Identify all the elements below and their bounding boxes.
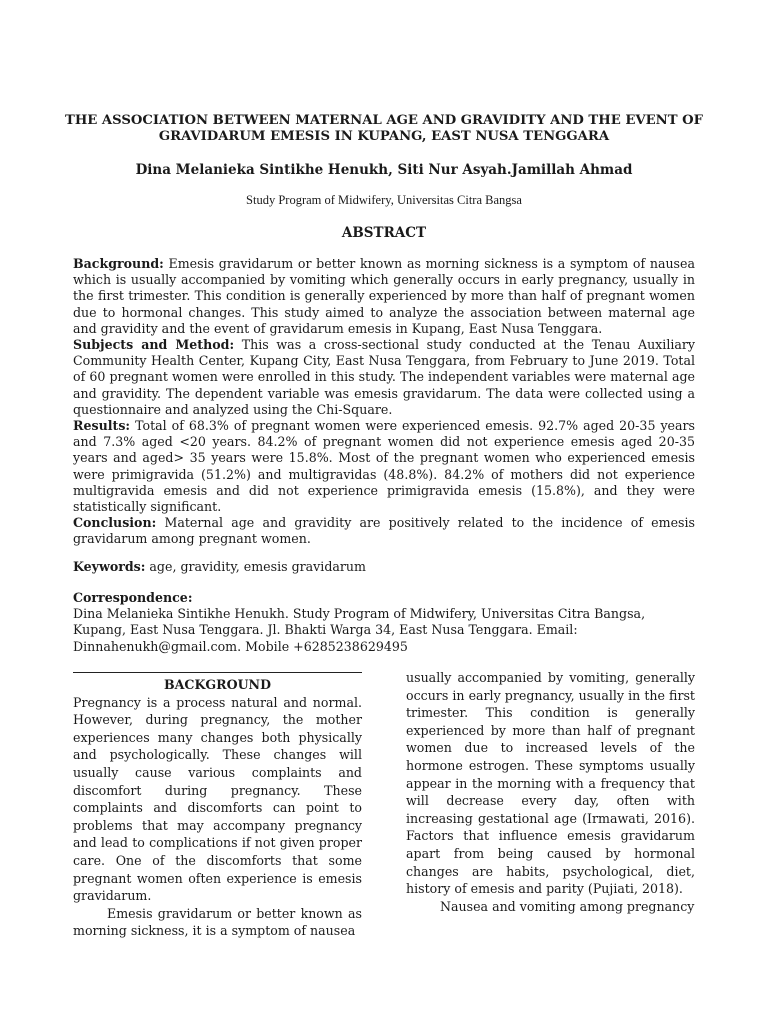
keywords bbox=[73, 559, 695, 575]
body-paragraph: usually accompanied by vomiting, generally occurs in early pregnancy, usually in the first trimester. This condition is generally experienced by more than half of pregnant women due to increased levels of the hormone estrogen. These symptoms usually appear in the morning with a frequency that will decrease every day, often with increasing gestational age (Irmawati, 2016). Factors that influence emesis gravidarum apart from being caused by hormonal changes are habits, psychological, diet, history of emesis and parity (Pujiati, 2018). bbox=[406, 670, 695, 897]
conclusion-label: Conclusion: bbox=[73, 515, 157, 531]
abstract-heading: ABSTRACT bbox=[341, 225, 427, 241]
body-paragraph: Pregnancy is a process natural and normal. However, during pregnancy, the mother experiences many changes both physically and psychologically. These changes will usually cause various complaints and discomfort during pregnancy. These complaints and discomforts can point to problems that may accompany pregnancy and lead to complications if not given proper care. One of the discomforts that some pregnant women often experience is emesis gravidarum. bbox=[73, 694, 362, 904]
method-text: This was a cross-sectional study conducted at the Tenau Auxiliary Community Health Center, Kupang City, East Nusa Tenggara, from February to June 2019. Total of 60 pregnant women were enrolled in this study. The independent variables were maternal age and gravidity. The dependent variable was emesis gravidarum. The data were collected using a questionnaire and analyzed using the Chi-Square. bbox=[73, 337, 696, 417]
body-paragraph: Emesis gravidarum or better known as morning sickness, it is a symptom of nausea bbox=[73, 905, 362, 939]
abstract-method bbox=[73, 337, 695, 418]
results-label: Results: bbox=[73, 418, 131, 434]
results-text: Total of 68.3% of pregnant women were experienced emesis. 92.7% aged 20-35 years and 7.3% aged <20 years. 84.2% of pregnant women did not experience emesis aged 20-35 years and aged> 35 years were 15.8%. Most of the pregnant women who experienced emesis were primigravida (51.2%) and multigravidas (48.8%). 84.2% of mothers did not experience multigravida emesis and did not experience primigravida emesis (15.8%), and they were statistically significant. bbox=[73, 418, 695, 515]
correspondence-label: Correspondence: bbox=[73, 590, 193, 605]
correspondence bbox=[73, 590, 695, 655]
keywords-label: Keywords: bbox=[73, 559, 146, 574]
author-list: Dina Melanieka Sintikhe Henukh, Siti Nur Asyah.Jamillah Ahmad bbox=[135, 162, 633, 178]
body-paragraph: Nausea and vomiting among pregnancy bbox=[440, 898, 695, 914]
conclusion-text: Maternal age and gravidity are positively related to the incidence of emesis gravidarum among pregnant women. bbox=[73, 515, 695, 547]
paper-title: THE ASSOCIATION BETWEEN MATERNAL AGE AND GRAVIDITY AND THE EVENT OF GRAVIDARUM EMESIS IN KUPANG, EAST NUSA TENGGARA bbox=[65, 113, 703, 144]
background-label: Background: bbox=[73, 256, 164, 271]
keywords-text: age, gravidity, emesis gravidarum bbox=[145, 559, 366, 574]
body-column-left bbox=[73, 676, 362, 940]
abstract-results bbox=[73, 418, 695, 515]
correspondence-text: Dina Melanieka Sintikhe Henukh. Study Program of Midwifery, Universitas Citra Bangsa, Kupang, East Nusa Tenggara. Jl. Bhakti Warga 34, East Nusa Tenggara. Email: Dinnahenukh@gmail.com. Mobile +6285238629495 bbox=[73, 606, 646, 654]
affiliation: Study Program of Midwifery, Universitas Citra Bangsa bbox=[246, 193, 522, 207]
background-text: Emesis gravidarum or better known as morning sickness is a symptom of nausea which is usually accompanied by vomiting which generally occurs in early pregnancy, usually in the first trimester. This condition is generally experienced by more than half of pregnant women due to hormonal changes. This study aimed to analyze the association between maternal age and gravidity and the event of gravidarum emesis in Kupang, East Nusa Tenggara. bbox=[73, 256, 695, 336]
section-divider bbox=[73, 672, 362, 673]
method-label: Subjects and Method: bbox=[73, 337, 235, 353]
body-column-right bbox=[406, 669, 695, 915]
abstract-body bbox=[73, 256, 695, 548]
abstract-conclusion bbox=[73, 515, 695, 547]
section-heading: BACKGROUND bbox=[164, 677, 271, 692]
abstract-background bbox=[73, 256, 695, 337]
